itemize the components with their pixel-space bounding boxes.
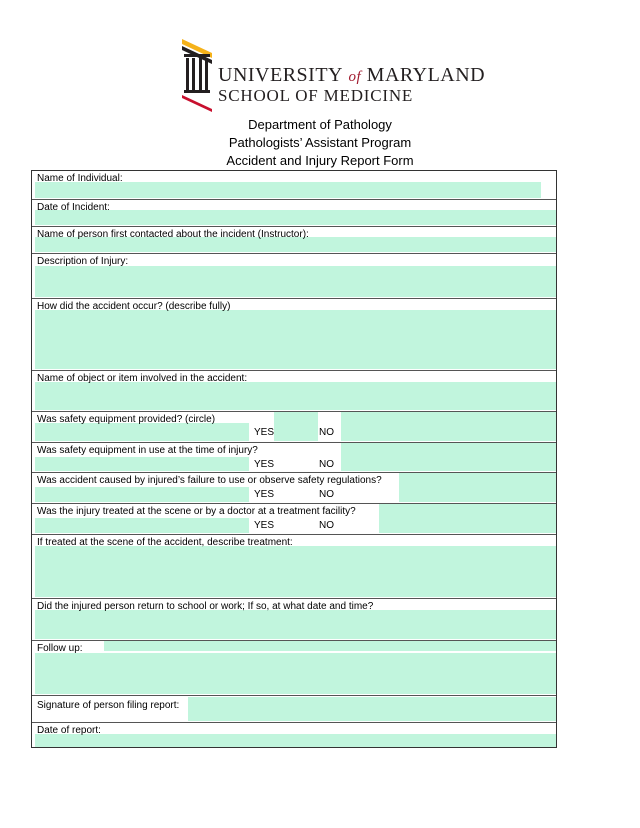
row-date-of-incident bbox=[32, 200, 556, 227]
row-treatment-description bbox=[32, 535, 556, 599]
follow-up-top-field[interactable] bbox=[104, 641, 556, 651]
failure-to-observe-no-option[interactable]: NO bbox=[319, 489, 334, 500]
failure-to-observe-yes-option[interactable]: YES bbox=[254, 489, 275, 500]
injury-treated-no-option[interactable]: NO bbox=[319, 520, 334, 531]
injury-description-field[interactable] bbox=[35, 266, 556, 297]
logo-school-text: SCHOOL OF MEDICINE bbox=[218, 86, 414, 105]
row-follow-up bbox=[32, 641, 556, 696]
injury-treated-extra-field[interactable] bbox=[379, 504, 556, 533]
follow-up-label: Follow up: bbox=[37, 643, 83, 654]
signature-label: Signature of person filing report: bbox=[37, 700, 180, 711]
date-of-incident-label: Date of Incident: bbox=[37, 202, 110, 213]
follow-up-field[interactable] bbox=[35, 653, 556, 694]
return-to-work-label: Did the injured person return to school or work; If so, at what date and time? bbox=[37, 601, 374, 612]
form-titles bbox=[0, 116, 640, 170]
failure-to-observe-extra-field[interactable] bbox=[399, 473, 556, 502]
name-of-individual-label: Name of Individual: bbox=[37, 173, 123, 184]
safety-in-use-label: Was safety equipment in use at the time of injury? bbox=[37, 445, 258, 456]
object-involved-field[interactable] bbox=[35, 382, 556, 410]
treatment-description-field[interactable] bbox=[35, 546, 556, 597]
injury-treated-yes-option[interactable]: YES bbox=[254, 520, 275, 531]
row-safety-provided bbox=[32, 412, 556, 443]
safety-provided-yes-option[interactable]: YES bbox=[254, 427, 275, 438]
safety-provided-extra-field[interactable] bbox=[341, 412, 556, 441]
row-object-involved bbox=[32, 371, 556, 412]
row-return-to-work bbox=[32, 599, 556, 641]
injury-treated-comment-field[interactable] bbox=[35, 518, 249, 533]
date-of-incident-field[interactable] bbox=[35, 210, 556, 225]
return-to-work-field[interactable] bbox=[35, 610, 556, 639]
row-first-contact bbox=[32, 227, 556, 254]
safety-provided-yes-box[interactable] bbox=[274, 412, 318, 441]
row-safety-in-use bbox=[32, 443, 556, 473]
row-how-occurred bbox=[32, 299, 556, 371]
first-contact-label: Name of person first contacted about the incident (Instructor): bbox=[37, 229, 309, 240]
row-injury-treated bbox=[32, 504, 556, 535]
injury-treated-label: Was the injury treated at the scene or by a doctor at a treatment facility? bbox=[37, 506, 356, 517]
date-of-report-field[interactable] bbox=[35, 734, 556, 747]
safety-in-use-extra-field[interactable] bbox=[341, 443, 556, 471]
row-injury-description bbox=[32, 254, 556, 299]
row-failure-to-observe bbox=[32, 473, 556, 504]
department-title: Department of Pathology bbox=[248, 117, 392, 132]
row-name-of-individual bbox=[32, 171, 556, 200]
how-occurred-field[interactable] bbox=[35, 310, 556, 369]
how-occurred-label: How did the accident occur? (describe fully) bbox=[37, 301, 231, 312]
failure-to-observe-comment-field[interactable] bbox=[35, 487, 249, 502]
object-involved-label: Name of object or item involved in the accident: bbox=[37, 373, 248, 384]
safety-in-use-comment-field[interactable] bbox=[35, 457, 249, 471]
safety-provided-no-option[interactable]: NO bbox=[319, 427, 334, 438]
failure-to-observe-label: Was accident caused by injured’s failure to use or observe safety regulations? bbox=[37, 475, 382, 486]
safety-in-use-no-option[interactable]: NO bbox=[319, 459, 334, 470]
injury-description-label: Description of Injury: bbox=[37, 256, 129, 267]
report-form bbox=[31, 170, 557, 748]
form-title: Accident and Injury Report Form bbox=[226, 153, 414, 168]
university-seal-icon bbox=[180, 36, 214, 114]
umaryland-logo bbox=[180, 36, 486, 114]
signature-field[interactable] bbox=[188, 697, 556, 721]
safety-in-use-yes-option[interactable]: YES bbox=[254, 459, 275, 470]
date-of-report-label: Date of report: bbox=[37, 725, 101, 736]
logo-university-text: UNIVERSITY of MARYLAND bbox=[218, 64, 486, 86]
treatment-description-label: If treated at the scene of the accident, describe treatment: bbox=[37, 537, 293, 548]
row-date-of-report bbox=[32, 723, 556, 747]
program-title: Pathologists’ Assistant Program bbox=[228, 135, 412, 150]
row-signature bbox=[32, 696, 556, 723]
safety-provided-label: Was safety equipment provided? (circle) bbox=[37, 414, 216, 425]
